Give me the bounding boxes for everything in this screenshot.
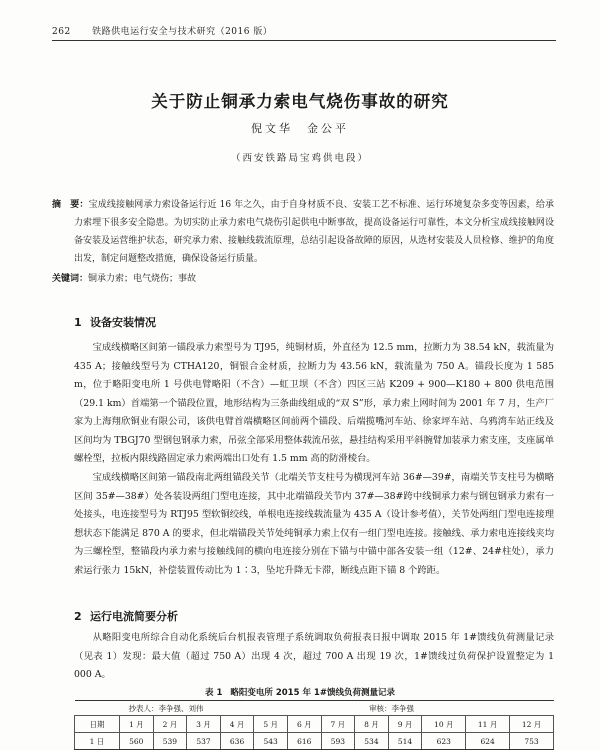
table-cell: 616 <box>287 733 321 750</box>
keywords <box>52 271 554 284</box>
table-1-meta-row <box>75 701 554 716</box>
abstract <box>52 196 554 268</box>
table-cell: 624 <box>466 733 510 750</box>
table-1-reviewer: 审核：李争强 <box>321 701 553 716</box>
table-1-caption <box>0 686 600 698</box>
table-1-number: 表 1 <box>205 688 223 698</box>
table-cell: 514 <box>388 733 422 750</box>
section-1-paragraph-1: 宝成线横略区间第一锚段承力索型号为 TJ95，纯铜材质，外直径为 12.5 mm，拉断力为 38.54 kN，载流量为 435 A；接触线型号为 CTHA120，铜银合金材质，拉断力为 43.56 kN，载流量为 750 A。锚段长度为 1 585 m，位于略阳变电所 1 号供电臂略阳（不含）—虹卫坝（不含）四区三站 K209 + 900—K180 + 800 供电范围（29.1 km）首端第一个锚段位置，地形结构为三条曲线组成的“双 S”形，承力索上网时间为 2001 年 7 月，生产厂家为上海翔欣铜业有限公司，该供电臂首端横略区间前两个锚段、后端揽嘴河车站、徐家坪车站、乌鸦湾车站正线及区间均为 TBGJ70 型钢包钢承力索，吊弦全部采用整体载流吊弦，悬挂结构采用平斜腕臂加装承力索支座，支座属单螺栓型，拉板内限线路固定承力索两端出口处有 1.5 mm 高的防滑棱台。 <box>74 342 554 464</box>
article-authors: 倪文华 金公平 <box>251 122 349 135</box>
table-1-header-month: 11 月 <box>466 716 510 733</box>
section-1-paragraph-2: 宝成线横略区间第一锚段南北两组锚段关节（北端关节支柱号为横现河车站 36#—39#，南端关节支柱号为横略区间 35#—38#）处各装设两组门型电连接，其中北端锚段关节内 37#—38#跨中线铜承力索与钢包钢承力索有一处接头，电连接型号为 RTJ95 型软铜绞线，单根电连接线载流量为 435 A（设计参考值），关节处两组门型电连接理想状态下能满足 870 A 的要求，但北端锚段关节处纯铜承力索上仅有一组门型电连接。接触线、承力索电连接线夹均为三螺栓型，整锚段内承力索与接触线间的横向电连接分别在下锚与中锚中部各安装一组（12#、24#柱处），承力索运行张力 15kN，补偿装置传动比为 1∶3，坠坨升降无卡滞，断线点距下锚 8 个跨距。 <box>74 472 554 576</box>
table-cell: 539 <box>153 733 187 750</box>
table-1-header-month: 6 月 <box>287 716 321 733</box>
article-affiliation: （西安铁路局宝鸡供电段） <box>230 153 369 164</box>
section-1-number: 1 <box>74 316 82 329</box>
table-cell: 753 <box>510 733 554 750</box>
table-1-title: 略阳变电所 2015 年 1#馈线负荷测量记录 <box>230 688 395 698</box>
table-1-header-row <box>75 716 554 733</box>
table-1-header-date: 日期 <box>75 716 120 733</box>
abstract-label: 摘 要： <box>52 200 89 210</box>
page-number: 262 <box>52 27 71 37</box>
table-1 <box>74 700 554 750</box>
section-2-number: 2 <box>74 610 82 623</box>
table-1-header-month: 5 月 <box>254 716 288 733</box>
section-1-heading <box>74 314 156 330</box>
table-1-header-month: 4 月 <box>220 716 254 733</box>
section-2-heading <box>74 608 178 624</box>
table-1-header-month: 2 月 <box>153 716 187 733</box>
table-row <box>75 733 554 750</box>
table-cell: 537 <box>187 733 221 750</box>
table-1-header-month: 1 月 <box>120 716 154 733</box>
section-2-paragraph-1: 从略阳变电所综合自动化系统后台机报表管理子系统调取负荷报表日报中调取 2015 年 1#馈线负荷测量记录（见表 1）发现：最大值（超过 750 A）出现 4 次，超过 700 A 出现 19 次，1#馈线过负荷保护设置整定为 1 000 A。 <box>74 632 554 680</box>
running-header <box>52 24 272 37</box>
table-1-row-label: 1 日 <box>75 733 120 750</box>
keywords-text: 铜承力索；电气烧伤；事故 <box>88 274 197 284</box>
section-1-title: 设备安装情况 <box>90 316 156 329</box>
table-cell: 593 <box>321 733 355 750</box>
running-title: 铁路供电运行安全与技术研究（2016 版） <box>92 27 273 37</box>
table-1-reporter: 抄表人：李争强、刘伟 <box>75 701 322 716</box>
keywords-label: 关键词： <box>52 274 89 284</box>
table-cell: 543 <box>254 733 288 750</box>
section-2-title: 运行电流简要分析 <box>90 610 178 623</box>
table-cell: 560 <box>120 733 154 750</box>
table-1-header-month: 7 月 <box>321 716 355 733</box>
article-title: 关于防止铜承力索电气烧伤事故的研究 <box>151 92 449 111</box>
table-1-header-month: 3 月 <box>187 716 221 733</box>
table-1-header-month: 12 月 <box>510 716 554 733</box>
header-rule <box>52 40 556 41</box>
table-1-header-month: 10 月 <box>422 716 466 733</box>
table-1-header-month: 8 月 <box>355 716 389 733</box>
table-1-header-month: 9 月 <box>388 716 422 733</box>
abstract-text: 宝成线接触网承力索设备运行近 16 年之久，由于自身材质不良、安装工艺不标准、运行环境复杂多变等因素，给承力索埋下很多安全隐患。为切实防止承力索电气烧伤引起供电中断事故，提高设备运行可靠性，本文分析宝成线接触网设备安装及运营维护状态，研究承力索、接触线载流原理，总结引起设备故障的原因，从选材安装及人员检修、维护的角度出发，制定问题整改措施，确保设备运行质量。 <box>74 200 554 264</box>
table-cell: 534 <box>355 733 389 750</box>
table-cell: 636 <box>220 733 254 750</box>
table-cell: 623 <box>422 733 466 750</box>
